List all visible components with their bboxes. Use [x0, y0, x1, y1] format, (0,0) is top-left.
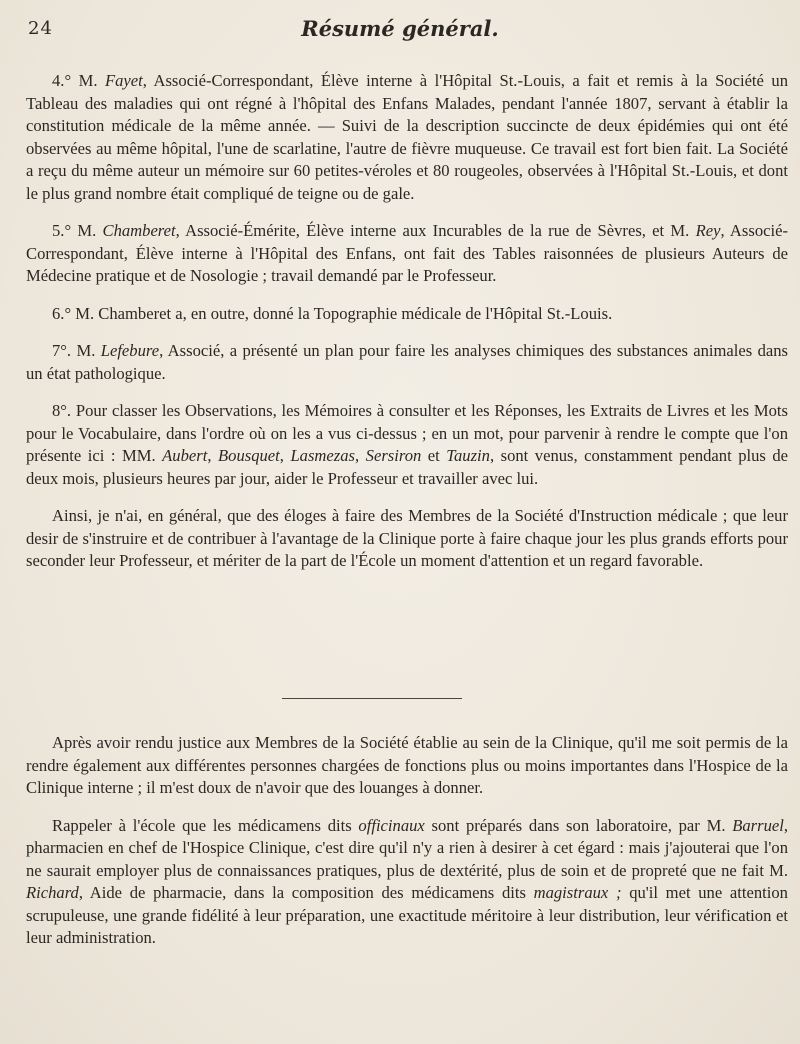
paragraph-text: sont préparés dans son laboratoire, par M.: [424, 815, 733, 835]
term: magistraux ;: [533, 883, 622, 902]
person-name: Chamberet: [102, 221, 176, 240]
separator: ,: [207, 446, 219, 465]
main-text: [26, 70, 788, 588]
paragraph-4-fayet: [26, 70, 788, 205]
paragraph-text: , pharmacien en chef de l'Hospice Clinique, c'est dire qu'il n'y a rien à desirer à cet égard : mais j'ajouterai que l'on ne saurait employer plus de connaissances pratiques, plus de dextérité, plus de soin et de propreté que ne fait M.: [26, 815, 789, 880]
paragraph-text: , sont venus, constamment pendant plus de deux mois, plusieurs heures par jour, aider le Professeur et travailler avec lui.: [26, 446, 789, 488]
paragraph-text: 7°. M.: [52, 341, 101, 360]
lower-text: [26, 732, 788, 965]
person-name: Bousquet: [218, 446, 280, 465]
paragraph-text: 4.° M.: [52, 71, 105, 90]
paragraph-6-topographie: 6.° M. Chamberet a, en outre, donné la Topographie médicale de l'Hôpital St.-Louis.: [52, 303, 613, 323]
paragraph-text: , Associé-Correspondant, Élève interne à l'Hôpital des Enfans, ont fait des Tables raisonnées de plusieurs Auteurs de Médecine pratique et de Nosologie ; travail demandé par le Professeur.: [26, 221, 788, 285]
person-name: Rey: [695, 221, 721, 240]
paragraph-text: 8°. Pour classer les Observations, les Mémoires à consulter et les Réponses, les Extraits de Livres et les Mots pour le Vocabulaire, dans l'ordre où on les a vus ci-dessus ; en un mot, pour parvenir à rendre le compte que l'on présente ici : MM.: [26, 401, 788, 465]
person-name: Lefebure: [100, 341, 160, 360]
paragraph-text: , Associé-Correspondant, Élève interne à l'Hôpital St.-Louis, a fait et remis à la Société un Tableau des maladies qui ont régné à l'hôpital des Enfans Malades, pendant l'année 1807, servant à établir la constitution médicale de la même année. — Suivi de la description succincte de deux épidémies qui ont été observées au même hôpital, l'une de scarlatine, l'autre de fièvre muqueuse. Ce travail est fort bien fait. La Société a reçu du même auteur un mémoire sur 60 petites-véroles et 80 rougeoles, observées à l'Hôpital St.-Louis, et dont le plus grand nombre était compliqué de teigne ou de gale.: [26, 71, 789, 203]
separator: et: [421, 446, 447, 465]
person-name: Richard: [26, 883, 79, 902]
person-name: Lasmezas: [290, 446, 355, 465]
paragraph-5-chamberet: [26, 220, 788, 288]
running-title: Résumé général.: [301, 16, 499, 41]
person-name: Barruel: [732, 815, 784, 835]
paragraph-pharmacie: [26, 815, 788, 950]
page-number: 24: [28, 18, 53, 39]
paragraph-text: , Associé, a présenté un plan pour faire les analyses chimiques des substances animales dans un état pathologique.: [26, 341, 789, 383]
separator: ,: [355, 446, 366, 465]
paragraph-7-lefebure: [26, 340, 788, 385]
person-name: Fayet: [104, 71, 143, 90]
person-name: Tauzin: [446, 446, 490, 465]
term: officinaux: [358, 815, 425, 835]
paragraph-hospice: Après avoir rendu justice aux Membres de la Société établie au sein de la Clinique, qu'il me soit permis de la rendre également aux différentes personnes chargées de fonctions plus ou moins importantes dans l'Hospice de la Clinique interne ; il m'est doux de n'avoir que des louanges à donner.: [26, 733, 788, 797]
paragraph-8-observations: [26, 400, 788, 490]
paragraph-conclusion: Ainsi, je n'ai, en général, que des éloges à faire des Membres de la Société d'Instruction médicale ; que leur desir de s'instruire et de contribuer à l'avantage de la Clinique porte à faire chaque jour les plus grands efforts pour seconder leur Professeur, et mériter de la part de l'École un moment d'attention et un regard favorable.: [26, 506, 788, 570]
section-divider: [282, 698, 462, 699]
person-name: Sersiron: [365, 446, 422, 465]
paragraph-text: qu'il met une attention scrupuleuse, une grande fidélité à leur préparation, une exactitude méritoire à leur distribution, leur vérification et leur administration.: [26, 883, 788, 947]
paragraph-text: 5.° M.: [52, 221, 103, 240]
page-header: [28, 18, 772, 48]
paragraph-text: Rappeler à l'école que les médicamens dits: [52, 815, 359, 835]
paragraph-text: , Associé-Émérite, Élève interne aux Incurables de la rue de Sèvres, et M.: [175, 221, 696, 240]
separator: ,: [279, 446, 291, 465]
paragraph-text: , Aide de pharmacie, dans la composition des médicamens dits: [78, 883, 534, 902]
person-name: Aubert: [162, 446, 208, 465]
